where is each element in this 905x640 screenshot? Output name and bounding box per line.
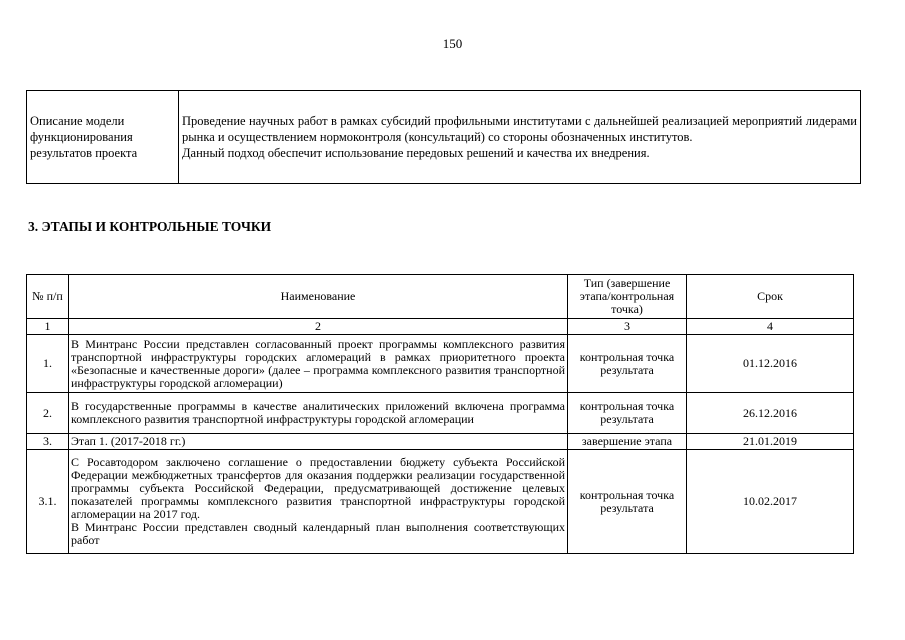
table-row <box>27 450 854 554</box>
model-description-paragraph: Данный подход обеспечит использование передовых решений и качества их внедрения. <box>182 146 650 160</box>
row-name-text: В Минтранс России представлен сводный календарный план выполнения соответствующих работ <box>71 520 565 547</box>
row-type: контрольная точка результата <box>568 393 687 434</box>
page-number: 150 <box>442 36 463 51</box>
row-name-text: В государственные программы в качестве аналитических приложений включена программа комплексного развития транспортной инфраструктуры городской агломерации <box>71 399 565 426</box>
table-row <box>27 393 854 434</box>
header-type: Тип (завершение этапа/контрольная точка) <box>568 275 687 319</box>
row-name-text: С Росавтодором заключено соглашение о предоставлении бюджету субъекта Российской Федерации межбюджетных трансфертов для оказания поддержки реализации государственной программы субъекта Российской Федерации, предусматривающей достижение целевых показателей программы комплексного развития транспортной инфраструктуры городской агломерации на 2017 год. <box>71 455 565 521</box>
row-name <box>69 335 568 393</box>
model-description-label: Описание модели функционирования результатов проекта <box>27 91 179 184</box>
numbering-cell: 1 <box>27 319 69 335</box>
header-number: № п/п <box>27 275 69 319</box>
row-deadline: 10.02.2017 <box>687 450 854 554</box>
section-title: 3. ЭТАПЫ И КОНТРОЛЬНЫЕ ТОЧКИ <box>28 219 272 234</box>
row-deadline: 21.01.2019 <box>687 434 854 450</box>
table-header-row <box>27 275 854 319</box>
header-name: Наименование <box>69 275 568 319</box>
row-name <box>69 450 568 554</box>
row-name-text: В Минтранс России представлен согласованный проект программы комплексного развития транспортной инфраструктуры городских агломераций в рамках приоритетного проекта «Безопасные и качественные дороги» (далее – программа комплексного развития транспортной инфраструктуры городской агломерации) <box>71 336 565 390</box>
row-name <box>69 393 568 434</box>
row-deadline: 26.12.2016 <box>687 393 854 434</box>
row-type: завершение этапа <box>568 434 687 450</box>
row-name-text: Этап 1. (2017-2018 гг.) <box>71 434 186 448</box>
row-number: 3. <box>27 434 69 450</box>
row-number: 3.1. <box>27 450 69 554</box>
row-number: 2. <box>27 393 69 434</box>
table-row <box>27 335 854 393</box>
row-number: 1. <box>27 335 69 393</box>
numbering-cell: 2 <box>69 319 568 335</box>
numbering-cell: 3 <box>568 319 687 335</box>
stages-table <box>26 274 854 554</box>
header-deadline: Срок <box>687 275 854 319</box>
row-type: контрольная точка результата <box>568 335 687 393</box>
model-description-content <box>179 91 861 184</box>
row-deadline: 01.12.2016 <box>687 335 854 393</box>
numbering-cell: 4 <box>687 319 854 335</box>
model-description-table <box>26 90 861 184</box>
row-type: контрольная точка результата <box>568 450 687 554</box>
row-name <box>69 434 568 450</box>
model-description-paragraph: Проведение научных работ в рамках субсидий профильными институтами с дальнейшей реализацией мероприятий лидерами рынка и осуществлением нормоконтроля (консультаций) со стороны обозначенных институтов. <box>182 114 857 144</box>
table-numbering-row <box>27 319 854 335</box>
table-row <box>27 434 854 450</box>
